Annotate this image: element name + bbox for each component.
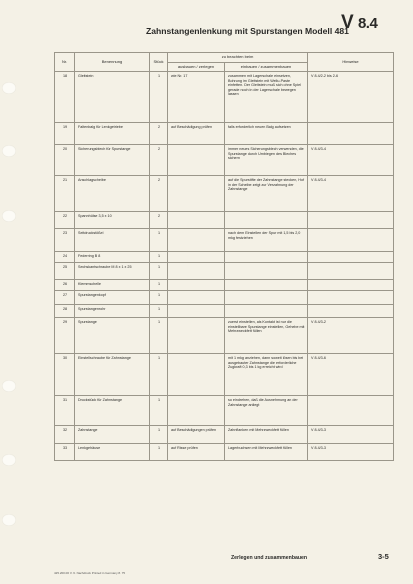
row-name: Anschlagscheibe — [75, 176, 150, 212]
row-nr: 27 — [55, 291, 75, 305]
row-ausbauen — [168, 280, 225, 291]
row-qty: 1 — [150, 444, 168, 461]
row-name: Klemmschelle — [75, 280, 150, 291]
row-hinweise: V 8.4/3-3 — [308, 426, 394, 444]
row-name: Zahnstange — [75, 426, 150, 444]
row-nr: 32 — [55, 426, 75, 444]
table-row — [55, 305, 394, 318]
punch-hole-5 — [2, 454, 16, 466]
punch-hole-6 — [2, 514, 16, 526]
row-qty: 1 — [150, 280, 168, 291]
table-row — [55, 123, 394, 145]
col-header-stueck: Stück — [150, 53, 168, 72]
table-row — [55, 252, 394, 263]
row-einbauen — [225, 263, 308, 280]
row-nr: 25 — [55, 263, 75, 280]
row-qty: 1 — [150, 354, 168, 396]
row-ausbauen: auf Risse prüfen — [168, 444, 225, 461]
row-ausbauen — [168, 263, 225, 280]
row-qty: 1 — [150, 305, 168, 318]
row-ausbauen — [168, 396, 225, 426]
row-einbauen — [225, 280, 308, 291]
row-name: Spurstangenkopf — [75, 291, 150, 305]
row-ausbauen — [168, 305, 225, 318]
row-hinweise: V 8.4/3-4 — [308, 145, 394, 176]
row-einbauen: Zahnflanken mit Mehrzweckfett füllen — [225, 426, 308, 444]
page-title: Zahnstangenlenkung mit Spurstangen Modell 481 — [146, 26, 349, 36]
row-qty: 1 — [150, 426, 168, 444]
row-name: Spurstange — [75, 318, 150, 354]
punch-hole-4 — [2, 380, 16, 392]
row-qty: 1 — [150, 263, 168, 280]
row-nr: 28 — [55, 305, 75, 318]
row-einbauen — [225, 252, 308, 263]
row-nr: 30 — [55, 354, 75, 396]
row-hinweise — [308, 229, 394, 252]
row-name: Lenkgehäuse — [75, 444, 150, 461]
row-einbauen: auf die Spurstifte der Zahnstange stecken, Hof in der Scheibe zeigt zur Verzahnung der Zahnstange — [225, 176, 308, 212]
row-ausbauen — [168, 229, 225, 252]
row-ausbauen — [168, 176, 225, 212]
parts-table — [54, 52, 394, 461]
row-qty: 2 — [150, 176, 168, 212]
punch-hole-2 — [2, 145, 16, 157]
row-ausbauen — [168, 354, 225, 396]
row-hinweise — [308, 252, 394, 263]
row-nr: 21 — [55, 176, 75, 212]
section-code-number: 8.4 — [357, 15, 378, 32]
col-header-hinweise: Hinweise — [308, 53, 394, 72]
row-name: Seitdruckstößel — [75, 229, 150, 252]
row-qty: 2 — [150, 123, 168, 145]
table-row — [55, 426, 394, 444]
row-nr: 29 — [55, 318, 75, 354]
row-name: Sechskantschraube M 8 x 1 x 25 — [75, 263, 150, 280]
table-row — [55, 229, 394, 252]
table-row — [55, 354, 394, 396]
row-einbauen: falls erforderlich neuen Balg aufsetzen — [225, 123, 308, 145]
row-hinweise: V 8.4/3-2 — [308, 318, 394, 354]
section-code-letter: V — [341, 12, 354, 33]
row-name: Gleitstein — [75, 72, 150, 123]
col-header-einbauen: einbauen / zusammenbauen — [225, 63, 308, 72]
punch-hole-3 — [2, 210, 16, 222]
table-row — [55, 145, 394, 176]
footer-title: Zerlegen und zusammenbauen — [231, 555, 308, 561]
row-name: Einstellschraube für Zahnstange — [75, 354, 150, 396]
row-nr: 31 — [55, 396, 75, 426]
row-name: Faltenbalg für Lenkgetriebe — [75, 123, 150, 145]
row-einbauen — [225, 212, 308, 229]
row-hinweise: V 8.4/3-4 — [308, 176, 394, 212]
row-name: Druckstück für Zahnstange — [75, 396, 150, 426]
row-qty: 1 — [150, 72, 168, 123]
row-nr: 18 — [55, 72, 75, 123]
row-hinweise: V 8.4/3-3 — [308, 444, 394, 461]
print-notice: 425.200.00 V. 6. Nachdruck Printed in Germany 8. 75 — [54, 571, 126, 575]
row-ausbauen — [168, 145, 225, 176]
row-ausbauen — [168, 252, 225, 263]
row-einbauen — [225, 305, 308, 318]
table-row — [55, 396, 394, 426]
row-hinweise — [308, 291, 394, 305]
table-row — [55, 176, 394, 212]
row-einbauen: zuerst einstellen, als Kontakt ist nur die einstellbare Spurstange einstellen, Gehebe mit Mehrzweckfett füllen — [225, 318, 308, 354]
row-hinweise: V 8.4/2-2 bis 2-6 — [308, 72, 394, 123]
row-ausbauen: wie Nr. 17 — [168, 72, 225, 123]
row-qty: 1 — [150, 229, 168, 252]
section-code — [341, 12, 377, 34]
row-qty: 1 — [150, 291, 168, 305]
page-number: 3-5 — [378, 552, 389, 561]
row-name: Spannhülse 3,5 x 10 — [75, 212, 150, 229]
row-qty: 1 — [150, 396, 168, 426]
table-row — [55, 263, 394, 280]
table-row — [55, 212, 394, 229]
row-hinweise — [308, 396, 394, 426]
row-einbauen: mit 1 mkg anziehen, dann soweit lösen bis bei ausgebauter Zahnstange die erforderliche Zugkraft 0,3 bis 1 kg erreicht wird — [225, 354, 308, 396]
row-einbauen: nach dem Einstellen der Spur mit 1,5 bis 2,0 mkg festziehen — [225, 229, 308, 252]
row-hinweise — [308, 263, 394, 280]
row-name: Federring B 8 — [75, 252, 150, 263]
row-nr: 23 — [55, 229, 75, 252]
table-row — [55, 444, 394, 461]
row-nr: 26 — [55, 280, 75, 291]
row-name: Spurstangenrohr — [75, 305, 150, 318]
row-qty: 2 — [150, 145, 168, 176]
row-hinweise — [308, 212, 394, 229]
col-header-bezeichnung: Benennung — [75, 53, 150, 72]
row-qty: 1 — [150, 318, 168, 354]
row-nr: 20 — [55, 145, 75, 176]
row-einbauen: zusammen mit Lagerschale einsetzen, Bohrung im Gleitstein mit Wellu-Paste einfetten. Der Gleitstein muß sich ohne Spiel gerade noch in der Lagerschale bewegen lassen — [225, 72, 308, 123]
col-header-ausbauen: ausbauen / zerlegen — [168, 63, 225, 72]
table-row — [55, 291, 394, 305]
table-row — [55, 280, 394, 291]
row-ausbauen — [168, 318, 225, 354]
row-hinweise — [308, 305, 394, 318]
row-einbauen: immer neues Sicherungsblech verwenden, die Spurstange durch Umbiegen des Bleches sichern — [225, 145, 308, 176]
row-ausbauen: auf Beschädigung prüfen — [168, 123, 225, 145]
table-row — [55, 72, 394, 123]
table-row — [55, 318, 394, 354]
row-nr: 24 — [55, 252, 75, 263]
row-einbauen: Lagerbuchsen mit Mehrzweckfett füllen — [225, 444, 308, 461]
row-nr: 33 — [55, 444, 75, 461]
row-name: Sicherungsblech für Spurstange — [75, 145, 150, 176]
row-nr: 22 — [55, 212, 75, 229]
row-hinweise: V 8.4/3-6 — [308, 354, 394, 396]
row-ausbauen — [168, 212, 225, 229]
row-einbauen: so eindrehen, daß die Ausnehmung an der Zahnstange anliegt — [225, 396, 308, 426]
row-hinweise — [308, 123, 394, 145]
row-nr: 19 — [55, 123, 75, 145]
row-qty: 2 — [150, 212, 168, 229]
col-header-nr: Nr. — [55, 53, 75, 72]
row-ausbauen — [168, 291, 225, 305]
row-ausbauen: auf Beschädigungen prüfen — [168, 426, 225, 444]
row-qty: 1 — [150, 252, 168, 263]
row-hinweise — [308, 280, 394, 291]
row-einbauen — [225, 291, 308, 305]
col-header-zu-beachten: zu beachten beim — [168, 53, 308, 63]
punch-hole-1 — [2, 82, 16, 94]
